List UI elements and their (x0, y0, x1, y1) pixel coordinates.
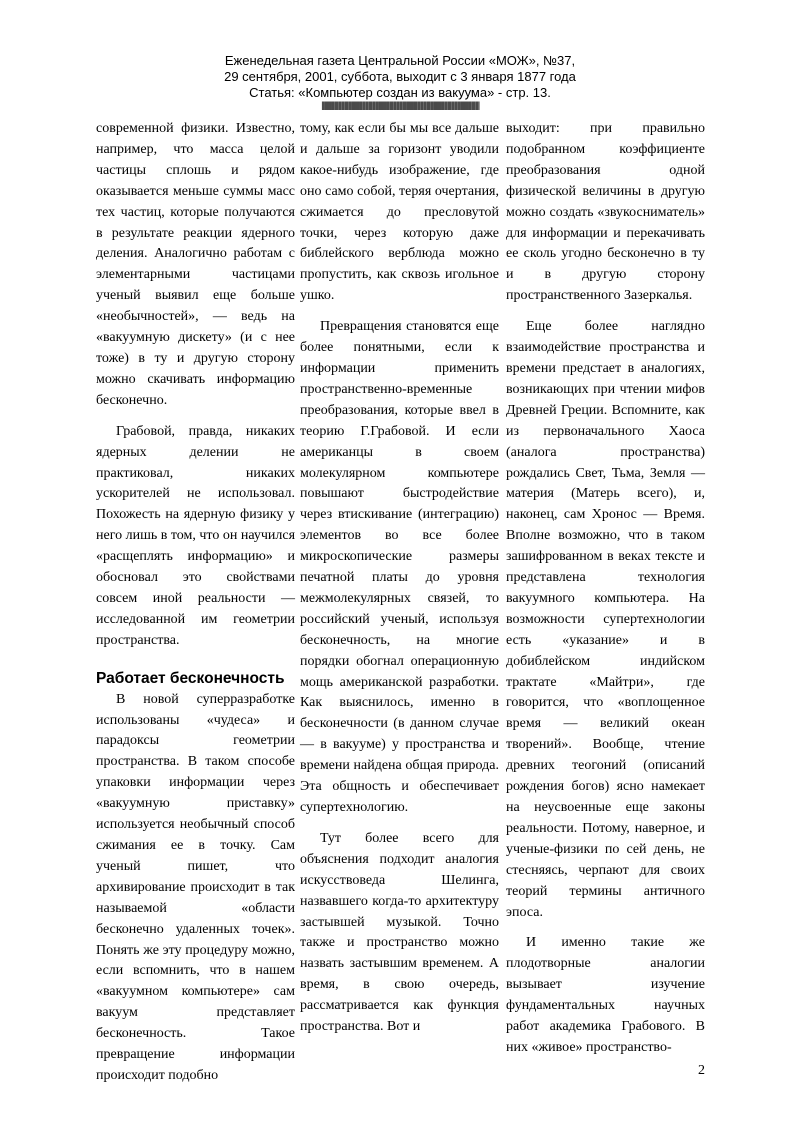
paragraph: В новой суперразработке использованы «чудеса» и парадоксы геометрии пространства. В таком способе упаковки информации через «вакуумную приставку» используется необычный способ сжимания ее в точку. Сам ученый пишет, что архивирование происходит в так называемой «области бесконечно удаленных точек». Понять же эту процедуру можно, если вспомнить, что в нашем «вакуумном компьютере» сам вакуум представляет бесконечность. Такое превращение информации происходит подобно (96, 691, 295, 1083)
paragraph: тому, как если бы мы все дальше и дальше за горизонт уводили какое-нибудь изображение, где оно само собой, теряя очертания, сжимается до пресловутой точки, через которую даже библейского верблюда можно пропустить, как сквозь игольное ушко. (300, 121, 499, 304)
paragraph: Еще более наглядно взаимодействие пространства и времени предстает в аналогиях, возникающих при чтении мифов Древней Греции. Вспомните, как из первоначального Хаоса (аналога пространства) рождались Свет, Тьма, Земля — материя (Матерь всего), и, наконец, сам Хронос — Время. Вполне возможно, что в таком зашифрованном в веках тексте и представлена технология вакуумного компьютера. На возможности супертехнологии есть «указание» и в добиблейском индийском трактате «Майтри», где говорится, что «воплощенное время — великий океан творений». Вообще, чтение древних теогоний (описаний рождения богов) ясно намекает на неусвоенные еще законы реальности. Потому, наверное, и ученые-физики по сей день, не стесняясь, черпают для своих теорий термины античного эпоса. (506, 319, 705, 920)
page-number: 2 (698, 1063, 705, 1078)
paragraph: Превращения становятся еще более понятными, если к информации применить пространственно-временные преобразования, которые ввел в теорию Г.Грабовой. И если американцы в своем молекулярном компьютере повышают быстродействие через втискивание (интеграцию) элементов во все более микроскопические размеры печатной платы до уровня межмолекулярных связей, то российский ученый, используя бесконечность, на многие порядки обогнал операционную мощь американской разработки. Как выяснилось, именно в бесконечности (в данном случае — в вакууме) у пространства и времени найдена общая природа. Эта общность и обеспечивает супертехнологию. (300, 319, 499, 815)
header-article-line: Статья: «Компьютер создан из вакуума» - стр. 13. (249, 85, 551, 100)
article-column-3 (506, 119, 705, 1059)
paragraph: выходит: при правильно подобранном коэффициенте преобразования одной физической величины в другую можно создать «звукосниматель» для информации и перекачивать ее сколь угодно бесконечно в ту и в другую сторону пространственного Зазеркалья. (506, 121, 705, 304)
page-header (150, 53, 650, 113)
article-column-1 (96, 119, 295, 1087)
article-column-2 (300, 119, 499, 1038)
paragraph: Грабовой, правда, никаких ядерных делении не практиковал, никаких ускорителей не использовал. Похожесть на ядерную физику у него лишь в том, что он научился «расщеплять информацию» и обосновал это свойствами совсем иной реальности — исследованной им геометрии пространства. (96, 423, 296, 648)
header-date-line: 29 сентября, 2001, суббота, выходит с 3 января 1877 года (224, 69, 576, 84)
section-heading: Работает бесконечность (96, 669, 285, 687)
paragraph: современной физики. Известно, например, что масса целой частицы сплошь и рядом оказывается меньше суммы масс тех частиц, которые получаются в результате реакции ядерного деления. Аналогично работам с элементарными частицами ученый выявил еще больше «необычностей», — ведь на «вакуумную дискету» (и с нее тоже) в ту и другую сторону можно скачивать информацию бесконечно. (96, 121, 295, 408)
header-barcode: |||||||||||||||||||||||||||||||||||||||||||||||||||||||||||||||||||||||||||||||||||||||||||||||||||||||||||||||||||||||||||||||||||||||||||||||||||||||| (321, 101, 479, 110)
header-newspaper-line: Еженедельная газета Центральной России «МОЖ», №37, (224, 53, 576, 68)
paragraph: Тут более всего для объяснения подходит аналогия искусствоведа Шелинга, назвавшего когда-то архитектуру застывшей музыкой. Точно также и пространство можно назвать застывшим временем. А время, в свою очередь, рассматривается как функция пространства. Вот и (300, 830, 499, 1035)
paragraph: И именно такие же плодотворные аналогии вызывает изучение фундаментальных научных работ академика Грабового. В них «живое» пространство- (506, 935, 705, 1055)
